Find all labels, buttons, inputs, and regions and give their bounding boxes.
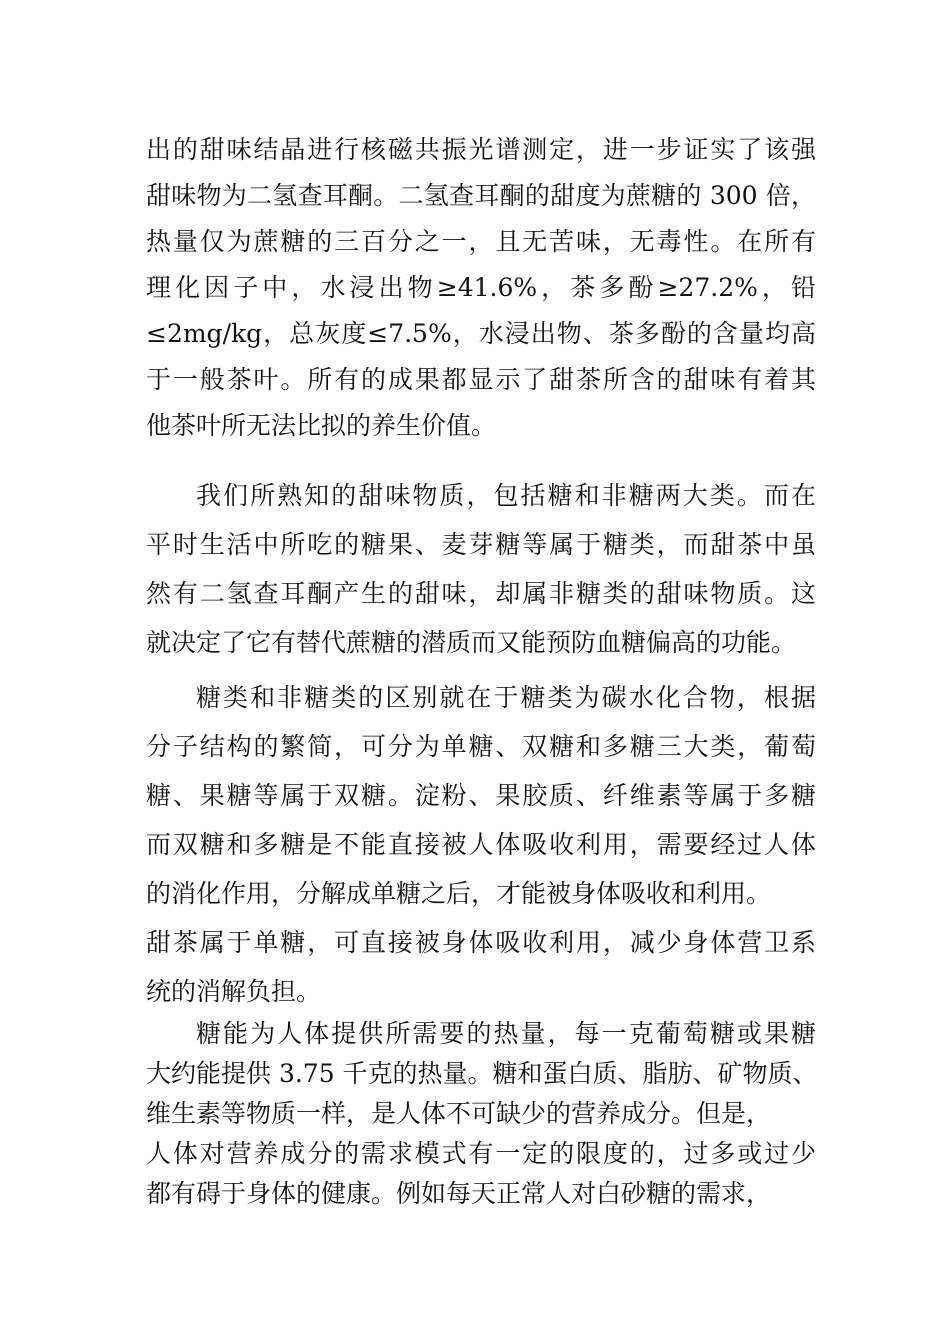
paragraph-4-line-3: 维生素等物质一样，是人体不可缺少的营养成分。但是， xyxy=(146,1099,772,1128)
paragraph-3-line-6: 甜茶属于单糖，可直接被身体吸收利用，减少身体营卫系 xyxy=(146,928,816,957)
paragraph-1-line-4: 理化因子中，水浸出物≥41.6%，茶多酚≥27.2%，铅 xyxy=(146,273,816,302)
paragraph-2-line-1: 我们所熟知的甜味物质，包括糖和非糖两大类。而在 xyxy=(196,481,816,510)
paragraph-1-line-6: 于一般茶叶。所有的成果都显示了甜茶所含的甜味有着其 xyxy=(146,365,816,394)
paragraph-1-line-5: ≤2mg/kg，总灰度≤7.5%，水浸出物、茶多酚的含量均高 xyxy=(146,319,816,348)
paragraph-3-line-1: 糖类和非糖类的区别就在于糖类为碳水化合物，根据 xyxy=(196,683,816,712)
paragraph-2-line-4: 就决定了它有替代蔗糖的潜质而又能预防血糖偏高的功能。 xyxy=(146,628,797,657)
paragraph-1-line-7: 他茶叶所无法比拟的养生价值。 xyxy=(146,411,497,440)
paragraph-2-line-3: 然有二氢查耳酮产生的甜味，却属非糖类的甜味物质。这 xyxy=(146,579,816,608)
paragraph-2-line-2: 平时生活中所吃的糖果、麦芽糖等属于糖类，而甜茶中虽 xyxy=(146,530,816,559)
paragraph-4-line-4: 人体对营养成分的需求模式有一定的限度的，过多或过少 xyxy=(146,1139,816,1168)
paragraph-4-line-1: 糖能为人体提供所需要的热量，每一克葡萄糖或果糖 xyxy=(196,1019,816,1048)
paragraph-1-line-1: 出的甜味结晶进行核磁共振光谱测定，进一步证实了该强 xyxy=(146,135,816,164)
paragraph-3-line-2: 分子结构的繁简，可分为单糖、双糖和多糖三大类，葡萄 xyxy=(146,732,816,761)
paragraph-3-line-3: 糖、果糖等属于双糖。淀粉、果胶质、纤维素等属于多糖 xyxy=(146,781,816,810)
paragraph-1-line-3: 热量仅为蔗糖的三百分之一，且无苦味，无毒性。在所有 xyxy=(146,227,816,256)
paragraph-4-line-2: 大约能提供 3.75 千克的热量。糖和蛋白质、脂肪、矿物质、 xyxy=(146,1059,818,1088)
paragraph-3-line-4: 而双糖和多糖是不能直接被人体吸收利用，需要经过人体 xyxy=(146,830,816,859)
paragraph-1-line-2: 甜味物为二氢查耳酮。二氢查耳酮的甜度为蔗糖的 300 倍， xyxy=(146,181,816,210)
paragraph-3-line-7: 统的消解负担。 xyxy=(146,977,322,1006)
paragraph-4-line-5: 都有碍于身体的健康。例如每天正常人对白砂糖的需求， xyxy=(146,1179,772,1208)
paragraph-3-line-5: 的消化作用，分解成单糖之后，才能被身体吸收和利用。 xyxy=(146,879,772,908)
